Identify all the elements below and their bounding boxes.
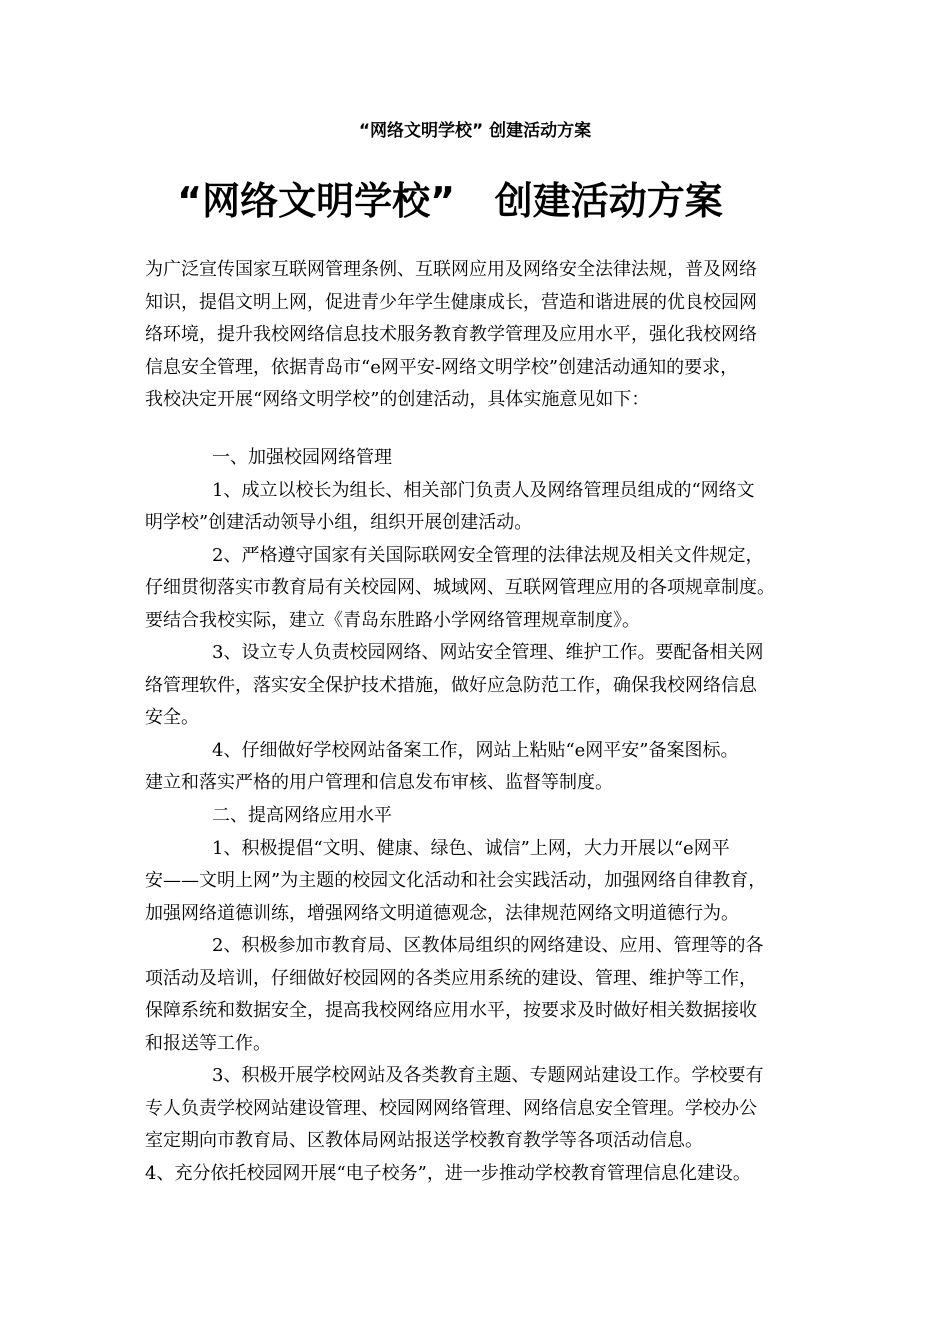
document-title: “网络文明学校” 创建活动方案 [177,179,723,223]
item-line: 加强网络道德训练，增强网络文明道德观念，法律规范网络文明道德行为。 [145,902,739,924]
section-2 [145,800,815,1190]
item-line: 4、充分依托校园网开展“电子校务”，进一步推动学校教育管理信息化建设。 [145,1162,751,1184]
section-heading: 二、提高网络应用水平 [212,805,392,826]
item-line: 要结合我校实际，建立《青岛东胜路小学网络管理规章制度》。 [145,609,640,631]
intro-line: 我校决定开展“网络文明学校”的创建活动，具体实施意见如下： [145,389,650,410]
item-line: 仔细贯彻落实市教育局有关校园网、城域网、互联网管理应用的各项规章制度。 [145,577,775,598]
item-line: 保障系统和数据安全，提高我校网络应用水平，按要求及时做好相关数据接收 [145,1000,757,1021]
item-line: 2、严格遵守国家有关国际联网安全管理的法律法规及相关文件规定， [212,544,764,566]
section-1 [145,442,815,800]
intro-line: 知识，提倡文明上网，促进青少年学生健康成长，营造和谐进展的优良校园网 [145,291,757,313]
item-line: 2、积极参加市教育局、区教体局组织的网络建设、应用、管理等的各 [212,935,764,956]
intro-line: 络环境，提升我校网络信息技术服务教育教学管理及应用水平，强化我校网络 [145,324,757,345]
item-line: 专人负责学校网站建设管理、校园网网络管理、网络信息安全管理。学校办公 [145,1097,757,1119]
item-line: 1、积极提倡“文明、健康、绿色、诚信”上网，大力开展以“e网平 [212,837,730,859]
item-line: 1、成立以校长为组长、相关部门负责人及网络管理员组成的“网络文 [212,479,755,501]
intro-line: 信息安全管理，依据青岛市“e网平安-网络文明学校”创建活动通知的要求， [145,356,739,378]
item-line: 3、积极开展学校网站及各类教育主题、专题网站建设工作。学校要有 [212,1065,764,1086]
item-line: 项活动及培训，仔细做好校园网的各类应用系统的建设、管理、维护等工作， [145,967,757,989]
page-header-title: “网络文明学校” 创建活动方案 [358,121,592,141]
item-line: 络管理软件，落实安全保护技术措施，做好应急防范工作，确保我校网络信息 [145,674,757,696]
intro-line: 为广泛宣传国家互联网管理条例、互联网应用及网络安全法律法规，普及网络 [145,259,757,280]
intro-paragraph [145,254,815,417]
item-line: 明学校”创建活动领导小组，组织开展创建活动。 [145,512,533,533]
section-heading: 一、加强校园网络管理 [212,447,392,468]
item-line: 建立和落实严格的用户管理和信息发布审核、监督等制度。 [145,772,613,793]
item-line: 安全。 [145,707,199,728]
item-line: 3、设立专人负责校园网络、网站安全管理、维护工作。要配备相关网 [212,642,764,663]
item-line: 安——文明上网”为主题的校园文化活动和社会实践活动，加强网络自律教育， [145,870,767,891]
item-line: 4、仔细做好学校网站备案工作，网站上粘贴“e网平安”备案图标。 [212,739,739,761]
item-line: 和报送等工作。 [145,1032,271,1054]
item-line: 室定期向市教育局、区教体局网站报送学校教育教学等各项活动信息。 [145,1130,703,1151]
